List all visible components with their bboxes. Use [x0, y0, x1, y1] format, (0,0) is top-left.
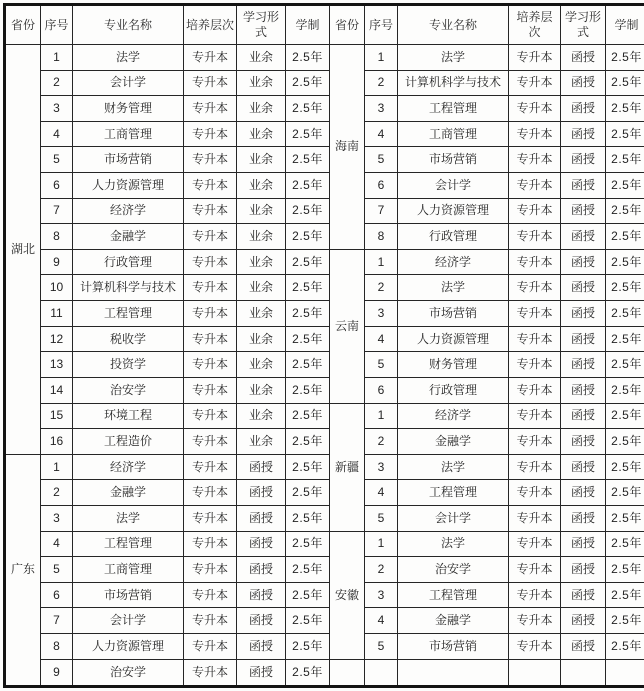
level-cell [509, 659, 561, 686]
major-name-cell: 工程管理 [398, 480, 509, 506]
form-cell: 函授 [237, 557, 286, 583]
level-cell: 专升本 [509, 531, 561, 557]
form-cell: 业余 [237, 70, 286, 96]
row-number-cell: 7 [365, 198, 398, 224]
table-row [5, 557, 644, 583]
table-row [5, 659, 644, 686]
level-cell: 专升本 [509, 275, 561, 301]
table-row [5, 275, 644, 301]
row-number-cell: 1 [41, 454, 73, 480]
major-name-cell: 计算机科学与技术 [73, 275, 184, 301]
table-row [5, 249, 644, 275]
form-cell: 业余 [237, 301, 286, 327]
duration-cell: 2.5年 [606, 429, 644, 455]
duration-cell: 2.5年 [286, 480, 330, 506]
row-number-cell: 1 [41, 45, 73, 71]
duration-cell: 2.5年 [286, 557, 330, 583]
table-header [5, 5, 644, 45]
duration-cell: 2.5年 [286, 377, 330, 403]
major-name-cell: 市场营销 [73, 582, 184, 608]
table-body [5, 45, 644, 687]
row-number-cell: 7 [41, 198, 73, 224]
major-name-cell: 行政管理 [73, 249, 184, 275]
row-number-cell: 3 [41, 505, 73, 531]
major-name-cell: 会计学 [73, 70, 184, 96]
table-row [5, 531, 644, 557]
major-name-cell: 工程管理 [398, 582, 509, 608]
duration-cell: 2.5年 [606, 557, 644, 583]
province-cell: 新疆 [330, 403, 365, 531]
duration-cell: 2.5年 [286, 147, 330, 173]
row-number-cell: 2 [365, 70, 398, 96]
major-name-cell: 经济学 [73, 198, 184, 224]
form-cell: 函授 [561, 505, 606, 531]
major-name-cell: 法学 [398, 45, 509, 71]
table-row [5, 70, 644, 96]
duration-cell: 2.5年 [286, 198, 330, 224]
table-row [5, 45, 644, 71]
province-cell: 湖北 [5, 45, 41, 455]
row-number-cell: 16 [41, 429, 73, 455]
duration-cell [606, 659, 644, 686]
major-name-cell: 经济学 [398, 249, 509, 275]
duration-cell: 2.5年 [286, 582, 330, 608]
duration-cell: 2.5年 [286, 249, 330, 275]
major-name-cell: 工程管理 [398, 96, 509, 122]
level-cell: 专升本 [184, 326, 237, 352]
duration-cell: 2.5年 [286, 96, 330, 122]
form-cell: 业余 [237, 275, 286, 301]
duration-cell: 2.5年 [606, 582, 644, 608]
level-cell: 专升本 [184, 377, 237, 403]
form-cell: 函授 [237, 659, 286, 686]
duration-cell: 2.5年 [606, 454, 644, 480]
level-cell: 专升本 [509, 582, 561, 608]
level-cell: 专升本 [509, 480, 561, 506]
row-number-cell: 9 [41, 249, 73, 275]
row-number-cell: 1 [365, 249, 398, 275]
column-header: 序号 [365, 5, 398, 45]
table-row [5, 301, 644, 327]
major-name-cell: 人力资源管理 [73, 634, 184, 660]
major-name-cell: 金融学 [398, 608, 509, 634]
major-name-cell: 会计学 [398, 505, 509, 531]
table-header-row [5, 5, 644, 45]
level-cell: 专升本 [184, 249, 237, 275]
major-name-cell: 人力资源管理 [398, 326, 509, 352]
level-cell: 专升本 [184, 70, 237, 96]
level-cell: 专升本 [184, 480, 237, 506]
table-row [5, 96, 644, 122]
level-cell: 专升本 [509, 326, 561, 352]
major-name-cell: 行政管理 [398, 377, 509, 403]
table-row [5, 634, 644, 660]
level-cell: 专升本 [509, 454, 561, 480]
table-row [5, 608, 644, 634]
level-cell: 专升本 [184, 505, 237, 531]
major-name-cell: 环境工程 [73, 403, 184, 429]
level-cell: 专升本 [509, 147, 561, 173]
duration-cell: 2.5年 [286, 121, 330, 147]
duration-cell: 2.5年 [606, 147, 644, 173]
province-cell: 广东 [5, 454, 41, 686]
table-row [5, 173, 644, 199]
row-number-cell: 1 [365, 531, 398, 557]
level-cell: 专升本 [184, 403, 237, 429]
major-name-cell: 市场营销 [398, 634, 509, 660]
major-name-cell: 财务管理 [398, 352, 509, 378]
row-number-cell: 8 [41, 224, 73, 250]
major-name-cell: 经济学 [73, 454, 184, 480]
form-cell: 函授 [561, 557, 606, 583]
row-number-cell: 2 [365, 275, 398, 301]
row-number-cell: 10 [41, 275, 73, 301]
row-number-cell: 5 [365, 505, 398, 531]
major-name-cell: 治安学 [398, 557, 509, 583]
level-cell: 专升本 [509, 557, 561, 583]
row-number-cell: 14 [41, 377, 73, 403]
column-header: 专业名称 [398, 5, 509, 45]
column-header: 学习形式 [237, 5, 286, 45]
major-name-cell: 工程管理 [73, 531, 184, 557]
form-cell: 函授 [561, 634, 606, 660]
level-cell: 专升本 [509, 45, 561, 71]
row-number-cell [365, 659, 398, 686]
row-number-cell: 2 [41, 480, 73, 506]
duration-cell: 2.5年 [606, 326, 644, 352]
duration-cell: 2.5年 [606, 505, 644, 531]
row-number-cell: 6 [41, 173, 73, 199]
duration-cell: 2.5年 [606, 70, 644, 96]
form-cell: 函授 [561, 480, 606, 506]
row-number-cell: 8 [41, 634, 73, 660]
duration-cell: 2.5年 [286, 275, 330, 301]
duration-cell: 2.5年 [606, 634, 644, 660]
row-number-cell: 1 [365, 45, 398, 71]
level-cell: 专升本 [184, 352, 237, 378]
column-header: 培养层次 [184, 5, 237, 45]
form-cell: 函授 [561, 224, 606, 250]
row-number-cell: 5 [365, 147, 398, 173]
duration-cell: 2.5年 [606, 608, 644, 634]
level-cell: 专升本 [184, 121, 237, 147]
row-number-cell: 4 [365, 326, 398, 352]
major-name-cell: 治安学 [73, 659, 184, 686]
row-number-cell: 1 [365, 403, 398, 429]
form-cell: 函授 [237, 608, 286, 634]
form-cell: 函授 [561, 377, 606, 403]
major-name-cell: 法学 [398, 531, 509, 557]
duration-cell: 2.5年 [606, 224, 644, 250]
major-name-cell [398, 659, 509, 686]
duration-cell: 2.5年 [286, 352, 330, 378]
duration-cell: 2.5年 [286, 634, 330, 660]
duration-cell: 2.5年 [286, 403, 330, 429]
duration-cell: 2.5年 [286, 301, 330, 327]
table-row [5, 147, 644, 173]
duration-cell: 2.5年 [606, 121, 644, 147]
row-number-cell: 2 [365, 557, 398, 583]
table-row [5, 582, 644, 608]
duration-cell: 2.5年 [606, 531, 644, 557]
major-name-cell: 法学 [398, 454, 509, 480]
major-name-cell: 会计学 [398, 173, 509, 199]
form-cell [561, 659, 606, 686]
duration-cell: 2.5年 [286, 429, 330, 455]
major-name-cell: 投资学 [73, 352, 184, 378]
province-cell: 云南 [330, 249, 365, 403]
column-header: 学制 [606, 5, 644, 45]
level-cell: 专升本 [184, 634, 237, 660]
level-cell: 专升本 [184, 224, 237, 250]
major-name-cell: 金融学 [73, 224, 184, 250]
column-header: 省份 [330, 5, 365, 45]
row-number-cell: 4 [365, 608, 398, 634]
form-cell: 业余 [237, 429, 286, 455]
major-name-cell: 工商管理 [398, 121, 509, 147]
column-header: 培养层次 [509, 5, 561, 45]
form-cell: 函授 [561, 352, 606, 378]
duration-cell: 2.5年 [606, 198, 644, 224]
row-number-cell: 4 [41, 531, 73, 557]
form-cell: 函授 [561, 326, 606, 352]
level-cell: 专升本 [509, 352, 561, 378]
major-name-cell: 工商管理 [73, 557, 184, 583]
column-header: 学习形式 [561, 5, 606, 45]
duration-cell: 2.5年 [286, 173, 330, 199]
table-row [5, 480, 644, 506]
table-row [5, 326, 644, 352]
row-number-cell: 3 [41, 96, 73, 122]
form-cell: 业余 [237, 224, 286, 250]
level-cell: 专升本 [509, 121, 561, 147]
form-cell: 函授 [561, 429, 606, 455]
row-number-cell: 7 [41, 608, 73, 634]
major-name-cell: 工商管理 [73, 121, 184, 147]
form-cell: 函授 [561, 275, 606, 301]
duration-cell: 2.5年 [286, 45, 330, 71]
column-header: 专业名称 [73, 5, 184, 45]
major-name-cell: 会计学 [73, 608, 184, 634]
level-cell: 专升本 [509, 429, 561, 455]
major-name-cell: 市场营销 [73, 147, 184, 173]
row-number-cell: 3 [365, 454, 398, 480]
level-cell: 专升本 [184, 531, 237, 557]
level-cell: 专升本 [184, 454, 237, 480]
table-row [5, 377, 644, 403]
level-cell: 专升本 [509, 224, 561, 250]
province-cell [330, 659, 365, 686]
level-cell: 专升本 [509, 198, 561, 224]
duration-cell: 2.5年 [286, 659, 330, 686]
level-cell: 专升本 [509, 70, 561, 96]
form-cell: 业余 [237, 173, 286, 199]
row-number-cell: 5 [365, 352, 398, 378]
form-cell: 函授 [561, 454, 606, 480]
form-cell: 业余 [237, 45, 286, 71]
level-cell: 专升本 [184, 173, 237, 199]
row-number-cell: 5 [41, 147, 73, 173]
form-cell: 业余 [237, 147, 286, 173]
duration-cell: 2.5年 [606, 403, 644, 429]
form-cell: 函授 [237, 582, 286, 608]
major-name-cell: 市场营销 [398, 301, 509, 327]
level-cell: 专升本 [184, 608, 237, 634]
level-cell: 专升本 [184, 582, 237, 608]
level-cell: 专升本 [184, 198, 237, 224]
level-cell: 专升本 [184, 96, 237, 122]
major-name-cell: 税收学 [73, 326, 184, 352]
table-row [5, 505, 644, 531]
row-number-cell: 6 [365, 377, 398, 403]
duration-cell: 2.5年 [286, 531, 330, 557]
province-cell: 海南 [330, 45, 365, 250]
duration-cell: 2.5年 [606, 45, 644, 71]
form-cell: 函授 [237, 454, 286, 480]
form-cell: 函授 [561, 249, 606, 275]
duration-cell: 2.5年 [286, 326, 330, 352]
level-cell: 专升本 [509, 505, 561, 531]
level-cell: 专升本 [509, 608, 561, 634]
row-number-cell: 15 [41, 403, 73, 429]
level-cell: 专升本 [509, 634, 561, 660]
major-name-cell: 法学 [398, 275, 509, 301]
level-cell: 专升本 [184, 429, 237, 455]
major-name-cell: 金融学 [73, 480, 184, 506]
table-row [5, 352, 644, 378]
level-cell: 专升本 [509, 377, 561, 403]
duration-cell: 2.5年 [286, 454, 330, 480]
form-cell: 函授 [237, 480, 286, 506]
major-name-cell: 金融学 [398, 429, 509, 455]
table-row [5, 403, 644, 429]
table-row [5, 454, 644, 480]
row-number-cell: 9 [41, 659, 73, 686]
table-row [5, 429, 644, 455]
row-number-cell: 13 [41, 352, 73, 378]
level-cell: 专升本 [509, 249, 561, 275]
major-name-cell: 行政管理 [398, 224, 509, 250]
form-cell: 函授 [561, 121, 606, 147]
row-number-cell: 4 [365, 121, 398, 147]
form-cell: 函授 [237, 531, 286, 557]
level-cell: 专升本 [509, 301, 561, 327]
form-cell: 函授 [561, 96, 606, 122]
row-number-cell: 11 [41, 301, 73, 327]
form-cell: 函授 [561, 582, 606, 608]
major-name-cell: 治安学 [73, 377, 184, 403]
row-number-cell: 12 [41, 326, 73, 352]
form-cell: 函授 [561, 147, 606, 173]
form-cell: 业余 [237, 96, 286, 122]
level-cell: 专升本 [184, 45, 237, 71]
column-header: 序号 [41, 5, 73, 45]
row-number-cell: 5 [365, 634, 398, 660]
major-name-cell: 人力资源管理 [73, 173, 184, 199]
form-cell: 函授 [561, 531, 606, 557]
row-number-cell: 8 [365, 224, 398, 250]
major-name-cell: 法学 [73, 505, 184, 531]
duration-cell: 2.5年 [286, 70, 330, 96]
form-cell: 函授 [561, 70, 606, 96]
row-number-cell: 4 [365, 480, 398, 506]
major-name-cell: 法学 [73, 45, 184, 71]
duration-cell: 2.5年 [286, 224, 330, 250]
row-number-cell: 6 [365, 173, 398, 199]
duration-cell: 2.5年 [606, 96, 644, 122]
form-cell: 函授 [561, 403, 606, 429]
form-cell: 函授 [561, 198, 606, 224]
duration-cell: 2.5年 [286, 608, 330, 634]
major-name-cell: 市场营销 [398, 147, 509, 173]
major-name-cell: 财务管理 [73, 96, 184, 122]
major-name-cell: 人力资源管理 [398, 198, 509, 224]
level-cell: 专升本 [184, 147, 237, 173]
row-number-cell: 2 [365, 429, 398, 455]
duration-cell: 2.5年 [606, 275, 644, 301]
form-cell: 业余 [237, 249, 286, 275]
major-name-cell: 工程管理 [73, 301, 184, 327]
level-cell: 专升本 [509, 96, 561, 122]
form-cell: 业余 [237, 121, 286, 147]
table-row [5, 198, 644, 224]
row-number-cell: 3 [365, 582, 398, 608]
form-cell: 业余 [237, 403, 286, 429]
row-number-cell: 3 [365, 96, 398, 122]
form-cell: 函授 [237, 505, 286, 531]
row-number-cell: 3 [365, 301, 398, 327]
level-cell: 专升本 [184, 301, 237, 327]
level-cell: 专升本 [184, 557, 237, 583]
duration-cell: 2.5年 [606, 480, 644, 506]
row-number-cell: 5 [41, 557, 73, 583]
duration-cell: 2.5年 [606, 352, 644, 378]
level-cell: 专升本 [509, 173, 561, 199]
form-cell: 函授 [561, 608, 606, 634]
form-cell: 业余 [237, 377, 286, 403]
row-number-cell: 6 [41, 582, 73, 608]
table-row [5, 224, 644, 250]
form-cell: 函授 [561, 45, 606, 71]
form-cell: 函授 [561, 173, 606, 199]
form-cell: 函授 [561, 301, 606, 327]
level-cell: 专升本 [184, 275, 237, 301]
level-cell: 专升本 [184, 659, 237, 686]
admissions-table [3, 3, 644, 688]
duration-cell: 2.5年 [606, 377, 644, 403]
form-cell: 函授 [237, 634, 286, 660]
duration-cell: 2.5年 [606, 301, 644, 327]
form-cell: 业余 [237, 326, 286, 352]
level-cell: 专升本 [509, 403, 561, 429]
duration-cell: 2.5年 [606, 173, 644, 199]
major-name-cell: 计算机科学与技术 [398, 70, 509, 96]
column-header: 学制 [286, 5, 330, 45]
row-number-cell: 4 [41, 121, 73, 147]
column-header: 省份 [5, 5, 41, 45]
major-name-cell: 工程造价 [73, 429, 184, 455]
province-cell: 安徽 [330, 531, 365, 659]
table-row [5, 121, 644, 147]
major-name-cell: 经济学 [398, 403, 509, 429]
duration-cell: 2.5年 [286, 505, 330, 531]
form-cell: 业余 [237, 352, 286, 378]
form-cell: 业余 [237, 198, 286, 224]
row-number-cell: 2 [41, 70, 73, 96]
duration-cell: 2.5年 [606, 249, 644, 275]
